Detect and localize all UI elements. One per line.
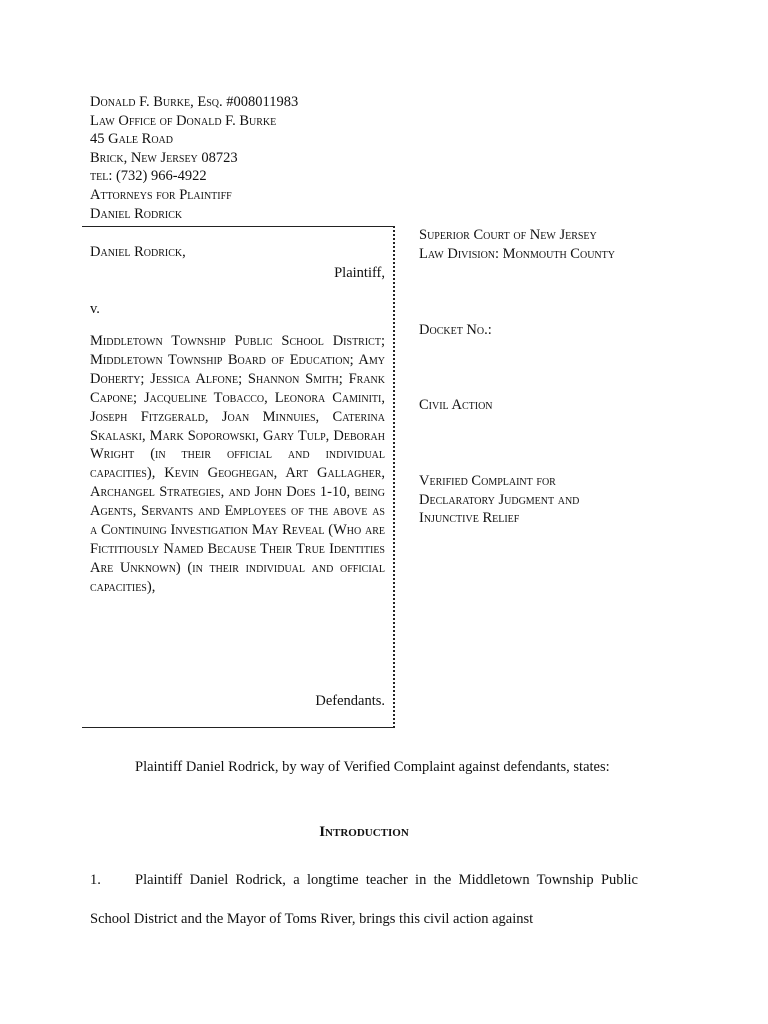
court-name: [419, 226, 615, 263]
intro-paragraph: Plaintiff Daniel Rodrick, by way of Verified Complaint against defendants, states:: [135, 759, 610, 775]
defendants-role-label: Defendants.: [315, 693, 385, 709]
complaint-title: [419, 472, 579, 528]
court-division-line: Law Division: Monmouth County: [419, 245, 615, 262]
paragraph-1-number: 1.: [90, 872, 101, 888]
paragraph-1: [90, 861, 638, 938]
court-name-line: Superior Court of New Jersey: [419, 227, 597, 243]
law-office-line: Law Office of Donald F. Burke: [90, 112, 277, 129]
attorney-header: [90, 93, 490, 223]
docket-number-label: Docket No.:: [419, 322, 492, 338]
plaintiff-name: Daniel Rodrick,: [90, 244, 186, 260]
versus-label: v.: [90, 301, 100, 317]
client-name-line: Daniel Rodrick: [90, 205, 183, 222]
street-address-line: 45 Gale Road: [90, 131, 173, 148]
complaint-title-line-2: Declaratory Judgment and: [419, 491, 580, 508]
attorneys-for-line: Attorneys for Plaintiff: [90, 186, 232, 203]
civil-action-label: Civil Action: [419, 397, 493, 413]
telephone-line: tel: (732) 966-4922: [90, 168, 207, 185]
attorney-name-line: Donald F. Burke, Esq. #008011983: [90, 94, 299, 110]
complaint-title-line-3: Injunctive Relief: [419, 510, 520, 527]
plaintiff-role-label: Plaintiff,: [334, 265, 385, 281]
complaint-title-line-1: Verified Complaint for: [419, 473, 556, 489]
case-caption-parties: [82, 226, 395, 728]
paragraph-1-text: Plaintiff Daniel Rodrick, a longtime teacher in the Middletown Township Public School District and the Mayor of Toms River, brings this civil action against: [90, 872, 638, 927]
city-state-line: Brick, New Jersey 08723: [90, 149, 238, 166]
defendants-list: Middletown Township Public School District; Middletown Township Board of Education; Amy Doherty; Jessica Alfone; Shannon Smith; Frank Capone; Jacqueline Tobacco, Leonora Caminiti, Joseph Fitzgerald, Joan Minnuies, Caterina Skalaski, Mark Soporowski, Gary Tulp, Deborah Wright (in their official and individual capacities), Kevin Geoghegan, Art Gallagher, Archangel Strategies, and John Does 1-10, being Agents, Servants and Employees of the above as a Continuing Investigation May Reveal (Who are Fictitiously Named Because Their True Identities Are Unknown) (in their individual and official capacities),: [90, 333, 385, 595]
section-heading-introduction: Introduction: [319, 824, 409, 840]
